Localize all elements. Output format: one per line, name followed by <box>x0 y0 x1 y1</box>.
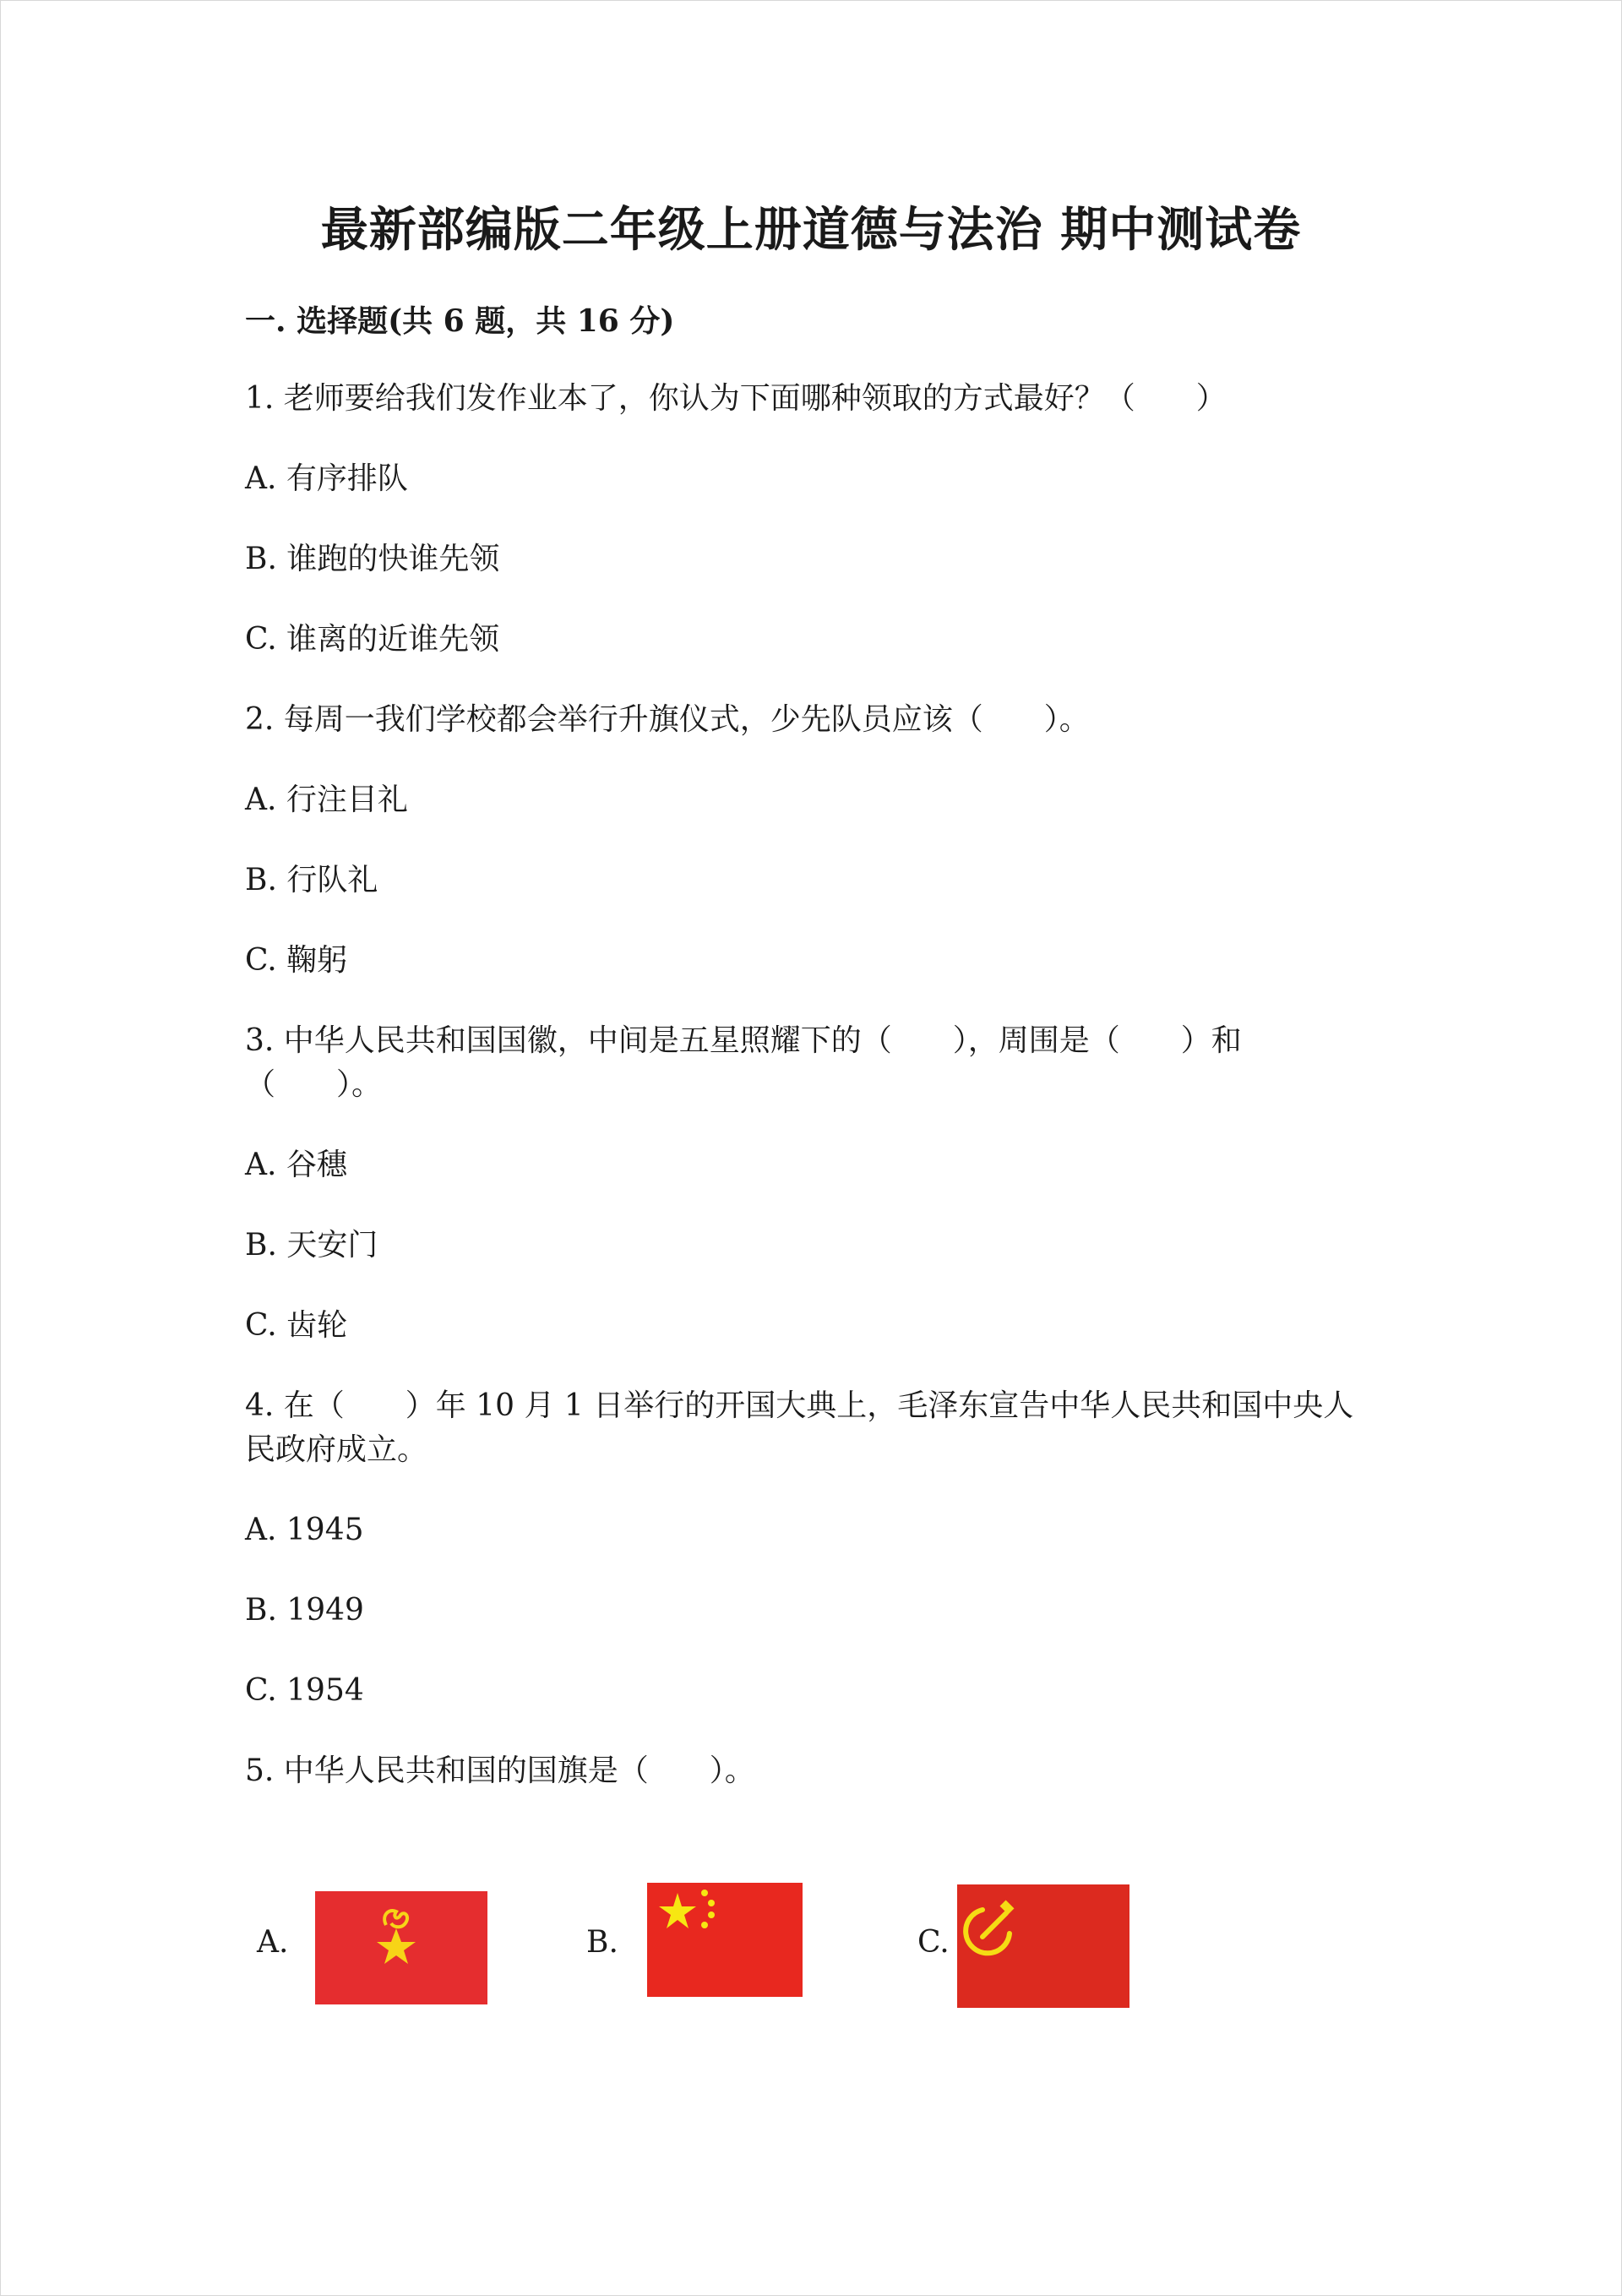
question-3-option-a[interactable]: A. 谷穗 <box>245 1148 347 1182</box>
flag-option-c-label[interactable]: C. <box>917 1925 950 1960</box>
question-4-option-a[interactable]: A. 1945 <box>245 1513 364 1547</box>
question-1-option-c[interactable]: C. 谁离的近谁先领 <box>245 622 500 657</box>
question-3-option-c[interactable]: C. 齿轮 <box>245 1308 348 1343</box>
party-flag-icon[interactable] <box>957 1884 1129 2008</box>
question-2-option-c[interactable]: C. 鞠躬 <box>245 943 348 978</box>
question-4-option-c[interactable]: C. 1954 <box>245 1673 364 1708</box>
question-2-option-a[interactable]: A. 行注目礼 <box>245 783 408 817</box>
flag-option-b-label[interactable]: B. <box>586 1925 618 1960</box>
page-title: 最新部编版二年级上册道德与法治 期中测试卷 <box>320 202 1302 258</box>
flag-option-a-label[interactable]: A. <box>257 1925 289 1960</box>
question-2-option-b[interactable]: B. 行队礼 <box>245 863 378 897</box>
question-4-option-b[interactable]: B. 1949 <box>245 1593 364 1628</box>
question-3-option-b[interactable]: B. 天安门 <box>245 1228 378 1263</box>
flag-options <box>0 1876 1622 2011</box>
question-2-stem: 2. 每周一我们学校都会举行升旗仪式，少先队员应该（ ）。 <box>245 702 1090 737</box>
question-5-stem: 5. 中华人民共和国的国旗是（ ）。 <box>245 1753 755 1788</box>
national-flag-icon[interactable] <box>647 1883 803 1997</box>
section-heading: 一. 选择题(共 6 题，共 16 分) <box>245 303 675 339</box>
question-1-option-b[interactable]: B. 谁跑的快谁先领 <box>245 542 500 576</box>
question-4-stem: 4. 在（ ）年 10 月 1 日举行的开国大典上，毛泽东宣告中华人民共和国中央人民政府成立。 <box>245 1388 1354 1467</box>
pioneer-flag-icon[interactable] <box>315 1891 487 2004</box>
question-1-stem: 1. 老师要给我们发作业本了，你认为下面哪种领取的方式最好？（ ） <box>245 381 1227 416</box>
question-3-stem: 3. 中华人民共和国国徽，中间是五星照耀下的（ ），周围是（ ）和（ ）。 <box>245 1023 1242 1102</box>
question-1-option-a[interactable]: A. 有序排队 <box>245 461 408 496</box>
